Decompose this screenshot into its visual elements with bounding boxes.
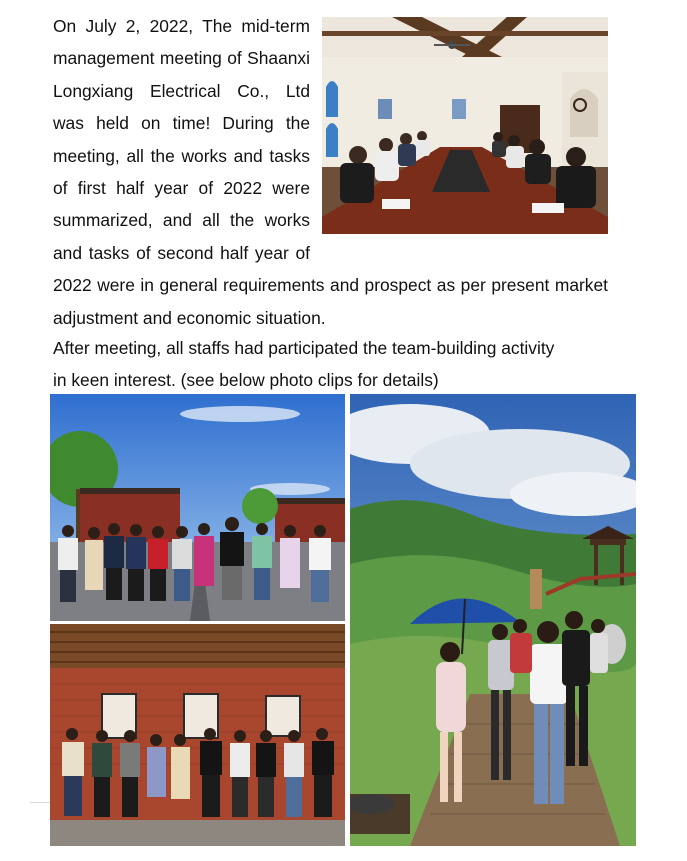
team-building-line-1: After meeting, all staffs had participated the team-building activity	[53, 338, 555, 358]
intro-text: On July 2, 2022, The mid-term management meeting of Shaanxi Longxiang Electrical Co., Ltd was held on time! During the meeting, all the works and tasks of first half year of 2022 were summarized, and all the works and tasks of second half year of 2022 were in general requirements and prospect as per present market adjustment and economic situation.	[53, 16, 608, 328]
park-walk-photo	[350, 394, 636, 846]
brick-wall-group-photo	[50, 624, 345, 846]
street-group-photo	[50, 394, 345, 621]
divider-line	[30, 802, 50, 803]
team-building-line-2: in keen interest. (see below photo clips for details)	[53, 370, 439, 391]
intro-paragraph	[53, 10, 608, 334]
team-building-paragraph	[53, 332, 608, 397]
meeting-room-photo	[322, 17, 608, 234]
